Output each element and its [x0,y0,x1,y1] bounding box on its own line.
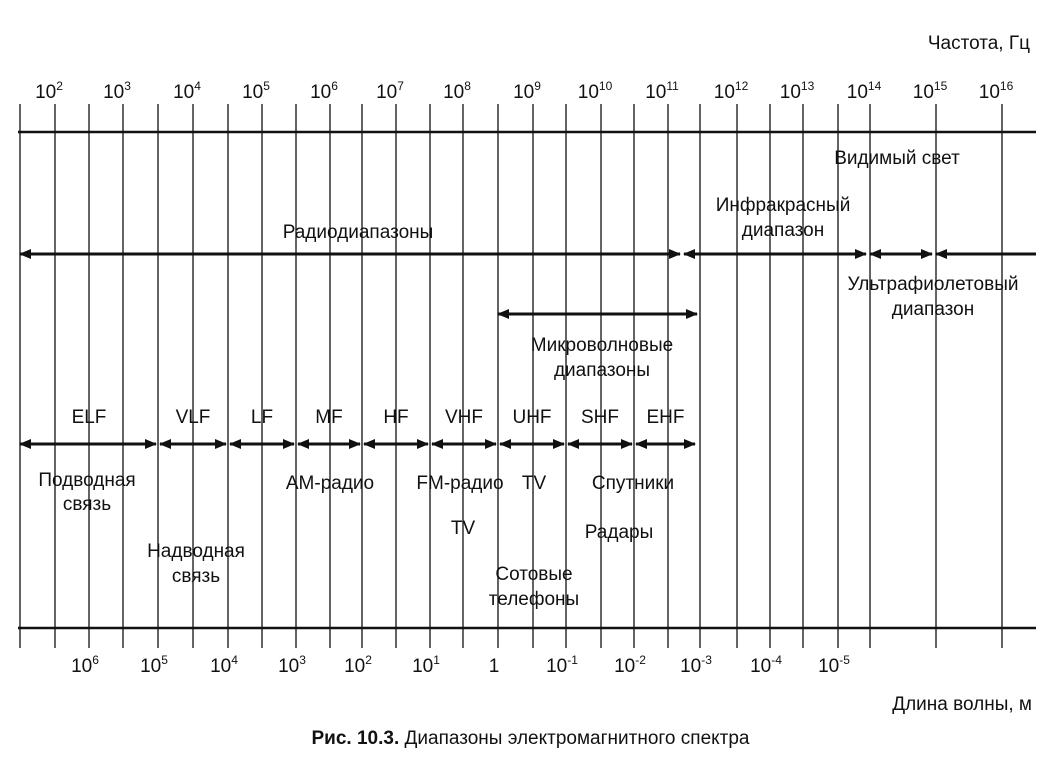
frequency-tick-label: $10^2$ [35,79,63,103]
band-label-lf: LF [250,407,274,428]
wavelength-tick-label: $10^4$ [210,653,238,677]
band-label-mf: MF [315,407,343,428]
band-label-elf: ELF [71,407,107,428]
wavelength-tick-label: $10^5$ [140,653,168,677]
frequency-tick-label: $10^7$ [376,79,404,103]
band-label-vhf: VHF [445,407,483,428]
wavelength-tick-labels [71,653,850,677]
wavelength-tick-label: $10^{-5}$ [818,653,850,677]
underwater-comm-label-line1: Подводная [38,470,136,491]
frequency-tick-label: $10^{14}$ [846,79,882,103]
figure-caption [0,728,1061,750]
tv-label-uhf: TV [521,473,547,494]
frequency-tick-label: $10^6$ [310,79,338,103]
wavelength-tick-label: $10^{-1}$ [546,653,578,677]
surface-comm-label-line1: Надводная [147,541,245,562]
wavelength-tick-label: $10^{-3}$ [680,653,712,677]
infrared-label-line1: Инфракрасный [715,195,851,216]
cellular-label-line2: телефоны [488,589,580,610]
band-label-uhf: UHF [512,407,552,428]
frequency-tick-label: $10^{12}$ [713,79,749,103]
am-radio-label: AM-радио [285,473,375,494]
ultraviolet-label-line1: Ультрафиолетовый [847,274,1019,295]
frequency-tick-label: $10^5$ [242,79,270,103]
wavelength-tick-label: 1 [488,656,500,677]
caption-prefix: Рис. 10.3. [311,728,400,749]
underwater-comm-label-line2: связь [62,494,112,515]
caption-text: Диапазоны электромагнитного спектра [404,728,750,749]
band-labels [72,407,685,428]
wavelength-tick-label: $10^{-2}$ [614,653,646,677]
frequency-tick-label: $10^{15}$ [912,79,948,103]
band-label-ehf: EHF [646,407,685,428]
frequency-tick-labels [35,79,1013,103]
infrared-label-line2: диапазон [741,220,825,241]
fm-radio-label: FM-радио [416,473,504,494]
frequency-tick-label: $10^9$ [513,79,541,103]
surface-comm-label-line2: связь [171,566,221,587]
radio-label: Радиодиапазоны [282,222,434,243]
wavelength-tick-label: $10^6$ [71,653,99,677]
band-label-vlf: VLF [175,407,211,428]
microwave-label-line1: Микроволновые [530,335,674,356]
frequency-tick-label: $10^8$ [443,79,471,103]
frequency-tick-label: $10^{13}$ [779,79,815,103]
tv-label-vhf: TV [450,518,476,539]
frequency-axis-label: Частота, Гц [927,33,1030,54]
wavelength-tick-label: $10^3$ [278,653,306,677]
wavelength-tick-label: $10^1$ [412,653,440,677]
visible-label: Видимый свет [834,148,960,169]
satellites-label: Спутники [591,473,675,494]
wavelength-tick-label: $10^{-4}$ [750,653,782,677]
frequency-tick-label: $10^{10}$ [577,79,613,103]
microwave-label-line2: диапазоны [553,360,651,381]
ultraviolet-label-line2: диапазон [891,299,975,320]
frequency-tick-label: $10^3$ [103,79,131,103]
frequency-tick-label: $10^{16}$ [978,79,1014,103]
band-label-hf: HF [383,407,409,428]
band-label-shf: SHF [581,407,619,428]
frequency-tick-label: $10^4$ [173,79,201,103]
cellular-label-line1: Сотовые [495,564,573,585]
frequency-tick-label: $10^{11}$ [645,79,679,103]
radars-label: Радары [584,522,654,543]
wavelength-tick-label: $10^2$ [344,653,372,677]
wavelength-axis-label: Длина волны, м [892,694,1032,715]
